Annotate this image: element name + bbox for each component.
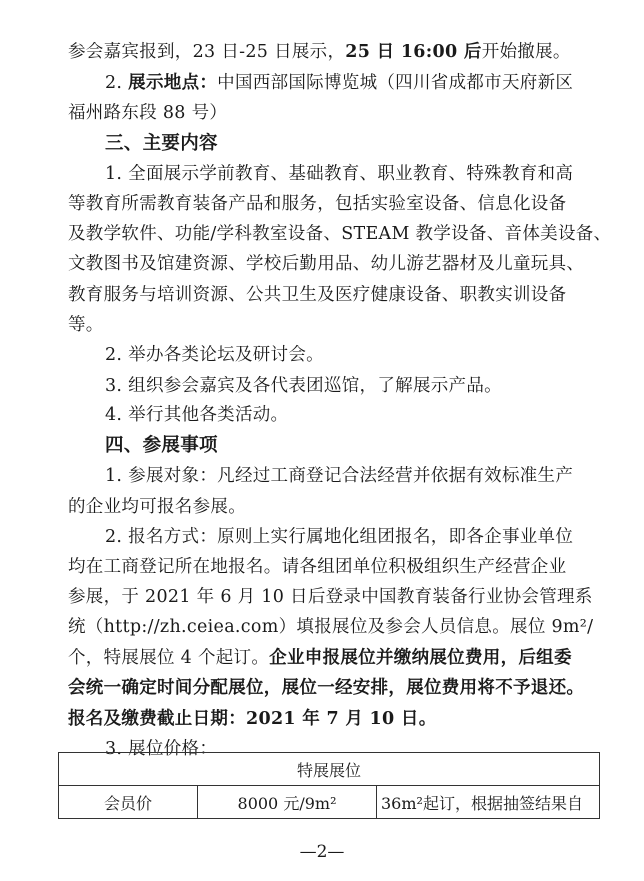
line-1-seg-2: 25 日 16:00 后	[345, 42, 482, 62]
s4-bold-line-2: 报名及缴费截止日期：2021 年 7 月 10 日。	[68, 708, 437, 729]
line-2-seg-3: 中国西部国际博览城（四川省成都市天府新区	[217, 73, 574, 94]
price-table	[58, 752, 600, 819]
price-table-row	[59, 786, 600, 819]
s4-p2-line-1: 2. 报名方式：原则上实行属地化组团报名，即各企事业单位	[105, 526, 574, 547]
s3-p1-line-3: 及教学软件、功能/学科教室设备、STEAM 教学设备、音体美设备、	[68, 223, 612, 244]
s4-p2-line-5-bold: 企业申报展位并缴纳展位费用，后组委	[269, 647, 572, 668]
page-number: —2—	[299, 842, 345, 862]
s3-p1-line-6: 等。	[68, 314, 104, 335]
line-1-seg-3: 开始撤展。	[481, 42, 571, 62]
price-table-title: 特展展位	[59, 753, 600, 786]
line-1	[68, 40, 588, 64]
line-2-seg-1: 2.	[105, 73, 129, 94]
s3-p2: 2. 举办各类论坛及研讨会。	[105, 345, 324, 366]
s3-p4: 4. 举行其他各类活动。	[105, 405, 289, 426]
s4-p1-line-1: 1. 参展对象：凡经过工商登记合法经营并依据有效标准生产	[105, 466, 574, 487]
s3-p1-line-4: 文教图书及馆建资源、学校后勤用品、幼儿游艺器材及儿童玩具、	[68, 254, 585, 275]
line-1-seg-1: 参会嘉宾报到，23 日-25 日展示，	[68, 42, 346, 62]
s4-bold-line-1: 会统一确定时间分配展位，展位一经安排，展位费用将不予退还。	[68, 678, 585, 699]
line-2-seg-2: 展示地点：	[128, 73, 218, 94]
price-table-title-row	[59, 753, 600, 786]
s4-p2-line-2: 均在工商登记所在地报名。请各组团单位积极组织生产经营企业	[68, 556, 567, 577]
price-table-note: 36m²起订，根据抽签结果自	[377, 786, 600, 819]
s4-p1-line-2: 的企业均可报名参展。	[68, 496, 246, 517]
line-3	[68, 101, 588, 125]
s3-p1-line-2: 等教育所需教育装备产品和服务，包括实验室设备、信息化设备	[68, 194, 567, 215]
s4-p2-line-4: 统（http://zh.ceiea.com）填报展位及参会人员信息。展位 9m²/	[68, 617, 594, 638]
s4-p3: 3. 展位价格：	[105, 739, 218, 759]
line-3-seg-1: 福州路东段 88 号）	[68, 102, 228, 123]
s3-p1-line-1: 1. 全面展示学前教育、基础教育、职业教育、特殊教育和高	[105, 163, 574, 184]
s4-p2-line-5	[68, 646, 588, 670]
s3-p3: 3. 组织参会嘉宾及各代表团巡馆，了解展示产品。	[105, 375, 502, 396]
s4-p2-line-3: 参展，于 2021 年 6 月 10 日后登录中国教育装备行业协会管理系	[68, 586, 593, 607]
price-table-price: 8000 元/9m²	[198, 786, 377, 819]
section-4-heading: 四、参展事项	[105, 434, 218, 456]
s4-p2-line-5-normal: 个，特展展位 4 个起订。	[68, 647, 270, 668]
s3-p1-line-5: 教育服务与培训资源、公共卫生及医疗健康设备、职教实训设备	[68, 284, 567, 305]
section-3-heading: 三、主要内容	[105, 133, 218, 155]
line-2	[105, 71, 625, 95]
price-table-label: 会员价	[59, 786, 198, 819]
